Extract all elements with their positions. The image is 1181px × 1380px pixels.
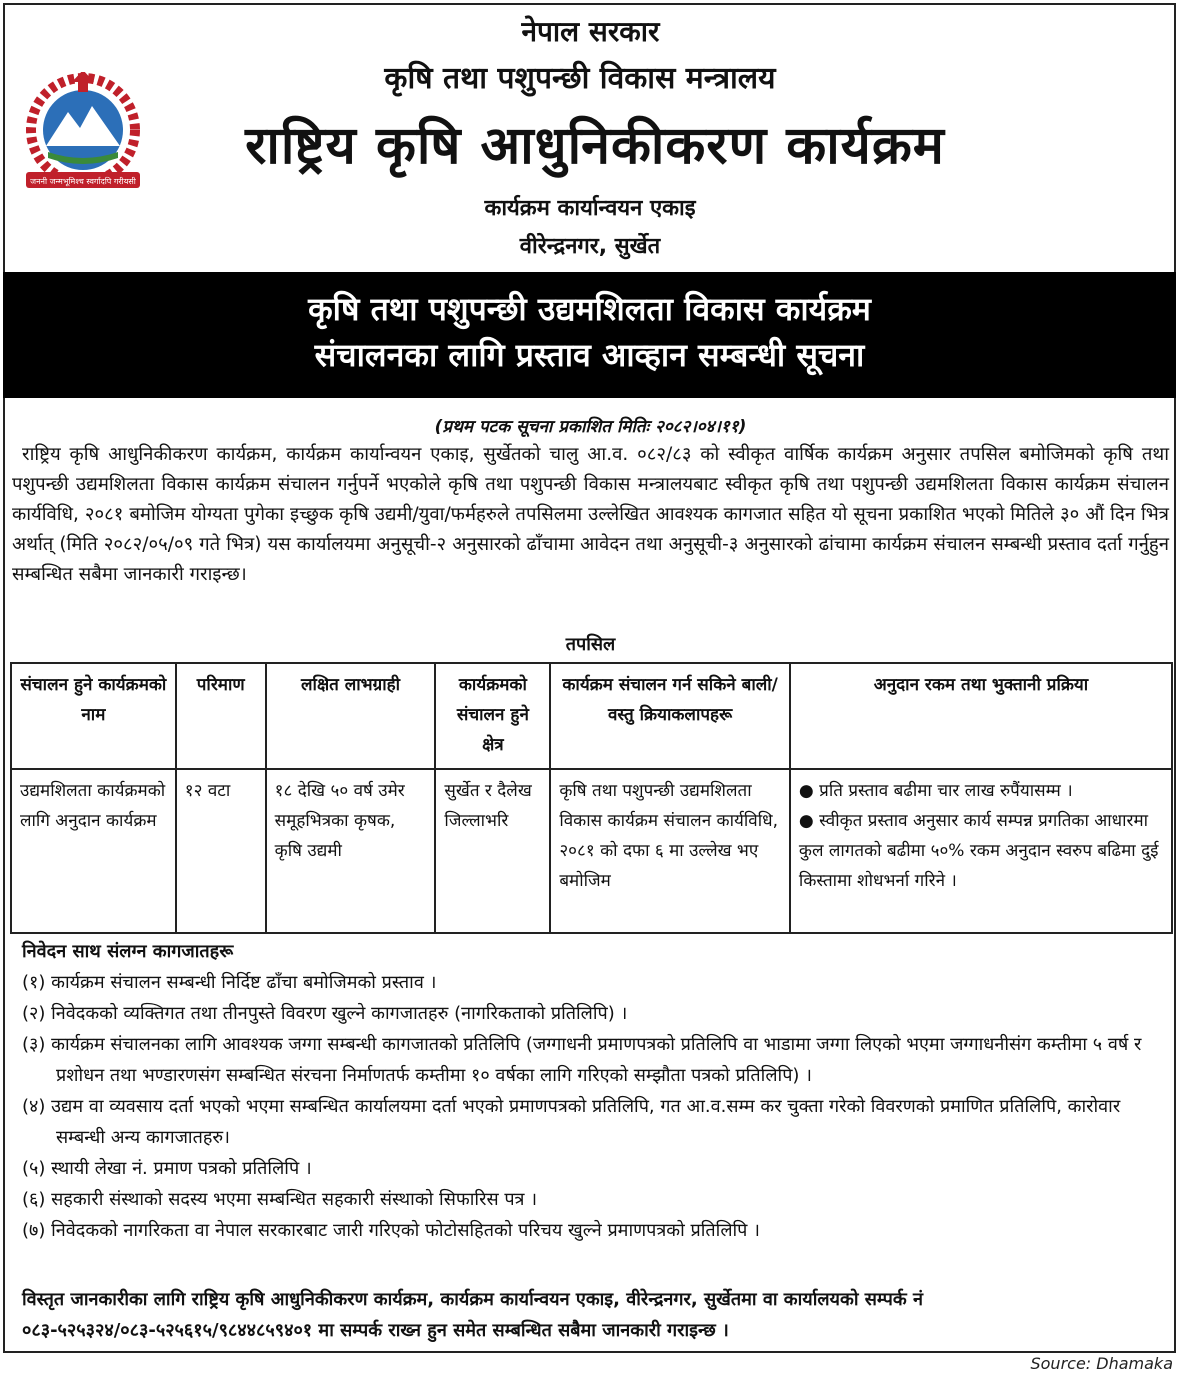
cell-quantity: १२ वटा: [176, 769, 266, 933]
document-item: (७) निवेदकको नागरिकता वा नेपाल सरकारबाट जारी गरिएको फोटोसहितको परिचय खुल्ने प्रमाणपत्रको प्रतिलिपि ।: [22, 1220, 760, 1241]
table-header: लक्षित लाभग्राही: [266, 663, 436, 769]
header: [0, 0, 1181, 270]
unit-title: कार्यक्रम कार्यान्वयन एकाइ: [484, 196, 696, 221]
document-item: (१) कार्यक्रम संचालन सम्बन्धी निर्दिष्ट ढाँचा बमोजिमको प्रस्ताव ।: [22, 972, 437, 993]
banner-line-2: संचालनका लागि प्रस्ताव आव्हान सम्बन्धी सूचना: [314, 336, 865, 374]
banner-line-1: कृषि तथा पशुपन्छी उद्यमशिलता विकास कार्यक्रम: [308, 290, 871, 328]
grant-item: ● स्वीकृत प्रस्ताव अनुसार कार्य सम्पन्न प्रगतिका आधारमा कुल लागतको बढीमा ५०% रकम अनुदान स्वरुप बढिमा दुई किस्तामा शोधभर्ना गरिने ।: [798, 811, 1159, 891]
program-table: [10, 662, 1173, 934]
table-header: संचालन हुने कार्यक्रमको नाम: [11, 663, 176, 769]
nepal-emblem-icon: [8, 72, 158, 192]
footer-contact: विस्तृत जानकारीका लागि राष्ट्रिय कृषि आधुनिकीकरण कार्यक्रम, कार्यक्रम कार्यान्वयन एकाइ, वीरेन्द्रनगर, सुर्खेतमा वा कार्यालयको सम्पर्क नं ०८३-५२५३२४/०८३-५२५६१५/९८४४८५९४०१ मा सम्पर्क राख्न हुन समेत सम्बन्धित सबैमा जानकारी गराइन्छ ।: [22, 1289, 923, 1341]
government-title: नेपाल सरकार: [521, 15, 660, 48]
table-header: अनुदान रकम तथा भुक्तानी प्रक्रिया: [790, 663, 1172, 769]
table-header: परिमाण: [176, 663, 266, 769]
table-header: कार्यक्रमको संचालन हुने क्षेत्र: [435, 663, 550, 769]
table-header-row: [11, 663, 1172, 769]
documents-title: निवेदन साथ संलग्न कागजातहरू: [22, 941, 234, 962]
documents-section: [22, 936, 1162, 1246]
source-credit: Source: Dhamaka: [1030, 1354, 1173, 1373]
cell-activities: कृषि तथा पशुपन्छी उद्यमशिलता विकास कार्यक्रम संचालन कार्यविधि, २०८१ को दफा ६ मा उल्लेख भए बमोजिम: [550, 769, 790, 933]
table-header: कार्यक्रम संचालन गर्न सकिने बाली/वस्तु क्रियाकलापहरू: [550, 663, 790, 769]
intro-paragraph: [12, 440, 1169, 590]
table-caption: तपसिल: [565, 634, 616, 655]
document-item: (४) उद्यम वा व्यवसाय दर्ता भएको भएमा सम्बन्धित कार्यालयमा दर्ता भएको प्रमाणपत्रको प्रतिलिपि, गत आ.व.सम्म कर चुक्ता गरेको विवरणको प्रमाणित प्रतिलिपि, कारोवार सम्बन्धी अन्य कागजातहरु।: [22, 1096, 1121, 1148]
document-item: (५) स्थायी लेखा नं. प्रमाण पत्रको प्रतिलिपि ।: [22, 1158, 312, 1179]
grant-item: ● प्रति प्रस्ताव बढीमा चार लाख रुपैंयासम्म ।: [798, 781, 1073, 801]
cell-beneficiary: १८ देखि ५० वर्ष उमेर समूहभित्रका कृषक, कृषि उद्यमी: [266, 769, 436, 933]
cell-program-name: उद्यमशिलता कार्यक्रमको लागि अनुदान कार्यक्रम: [11, 769, 176, 933]
program-title: राष्ट्रिय कृषि आधुनिकीकरण कार्यक्रम: [245, 116, 945, 176]
cell-area: सुर्खेत र दैलेख जिल्लाभरि: [435, 769, 550, 933]
document-item: (६) सहकारी संस्थाको सदस्य भएमा सम्बन्धित सहकारी संस्थाको सिफारिस पत्र ।: [22, 1189, 538, 1210]
document-item: (२) निवेदकको व्यक्तिगत तथा तीनपुस्ते विवरण खुल्ने कागजातहरु (नागरिकताको प्रतिलिपि) ।: [22, 1003, 628, 1024]
ministry-title: कृषि तथा पशुपन्छी विकास मन्त्रालय: [384, 61, 776, 96]
emblem-motto: जननी जन्मभूमिश्च स्वर्गादपि गरीयसी: [30, 177, 136, 186]
notice-banner: [3, 272, 1176, 398]
intro-text: राष्ट्रिय कृषि आधुनिकीकरण कार्यक्रम, कार्यक्रम कार्यान्वयन एकाइ, सुर्खेतको चालु आ.व. ०८२/८३ को स्वीकृत वार्षिक कार्यक्रम अनुसार तपसिल बमोजिमको कृषि तथा पशुपन्छी उद्यमशिलता विकास कार्यक्रम संचालन गर्नुपर्ने भएकोले कृषि तथा पशुपन्छी विकास मन्त्रालयबाट स्वीकृत कृषि तथा पशुपन्छी उद्यमशिलता विकास कार्यक्रम संचालन कार्यविधि, २०८१ बमोजिम योग्यता पुगेका इच्छुक कृषि उद्यमी/युवा/फर्महरुले तपसिलमा उल्लेखित आवश्यक कागजात सहित यो सूचना प्रकाशित भएको मितिले ३० औं दिन भित्र अर्थात् (मिति २०८२/०५/०९ गते भित्र) यस कार्यालयमा अनुसूची-२ अनुसारको ढाँचामा आवेदन तथा अनुसूची-३ अनुसारको ढांचामा कार्यक्रम संचालन सम्बन्धी प्रस्ताव दर्ता गर्नुहुन सम्बन्धित सबैमा जानकारी गराइन्छ।: [12, 444, 1169, 585]
publication-date: (प्रथम पटक सूचना प्रकाशित मितिः २०८२।०४।११): [434, 417, 747, 437]
cell-grant: [790, 769, 1172, 933]
location-title: वीरेन्द्रनगर, सुर्खेत: [519, 234, 661, 259]
table-row: [11, 769, 1172, 933]
document-item: (३) कार्यक्रम संचालनका लागि आवश्यक जग्गा सम्बन्धी कागजातको प्रतिलिपि (जग्गाधनी प्रमाणपत्रको प्रतिलिपि वा भाडामा जग्गा लिएको भएमा जग्गाधनीसंग कम्तीमा ५ वर्ष र प्रशोधन तथा भण्डारणसंग सम्बन्धित संरचना निर्माणतर्फ कम्तीमा १० वर्षका लागि गरिएको सम्झौता पत्रको प्रतिलिपि) ।: [22, 1034, 1142, 1086]
